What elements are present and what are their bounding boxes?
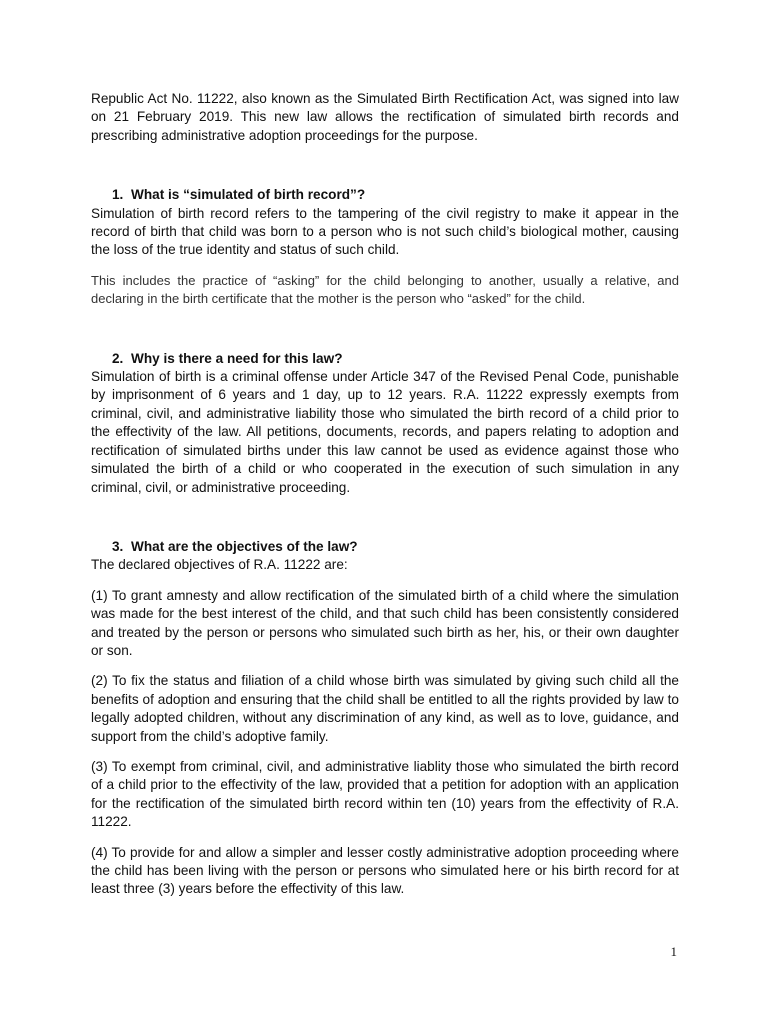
- section-number: 1.: [112, 187, 124, 203]
- objective-paragraph: (3) To exempt from criminal, civil, and administrative liablity those who simulated the birth record of a child prior to the effectivity of the law, provided that a petition for adoption with an application for the rectification of the simulated birth record within ten (10) years from the effectivity of R.A. 11222.: [91, 758, 679, 830]
- body-paragraph: Simulation of birth record refers to the tampering of the civil registry to make it appear in the record of birth that child was born to a person who is not such child’s biological mother, causing the loss of the true identity and status of such child.: [91, 205, 679, 258]
- objective-paragraph: (4) To provide for and allow a simpler and lesser costly administrative adoption proceeding where the child has been living with the person or persons who simulated here or his birth record for at least three (3) years before the effectivity of this law.: [91, 844, 679, 897]
- objective-paragraph: (2) To fix the status and filiation of a child whose birth was simulated by giving such child all the benefits of adoption and ensuring that the child shall be entitled to all the rights provided by law to legally adopted children, without any discrimination of any kind, as well as to love, guidance, and support from the child’s adoptive family.: [91, 673, 679, 744]
- section-number: 3.: [112, 538, 124, 554]
- body-paragraph: The declared objectives of R.A. 11222 are:: [91, 557, 348, 573]
- section-heading-1: [91, 186, 679, 204]
- section-heading-3: [91, 538, 679, 556]
- page-number: 1: [670, 944, 677, 959]
- section-number: 2.: [112, 350, 124, 366]
- body-paragraph: Simulation of birth is a criminal offense under Article 347 of the Revised Penal Code, punishable by imprisonment of 6 years and 1 day, up to 12 years. R.A. 11222 expressly exempts from criminal, civil, and administrative liability those who simulated the birth record of a child prior to the effectivity of the law. All petitions, documents, records, and papers relating to adoption and rectification of simulated births under this law cannot be used as evidence against those who simulated the birth of a child or who cooperated in the execution of such simulation in any criminal, civil, or administrative proceeding.: [91, 369, 679, 495]
- objective-paragraph: (1) To grant amnesty and allow rectification of the simulated birth of a child where the simulation was made for the best interest of the child, and that such child has been consistently considered and treated by the person or persons who simulated such birth as her, his, or their own daughter or son.: [91, 587, 679, 658]
- section-title: Why is there a need for this law?: [131, 350, 343, 366]
- section-heading-2: [91, 350, 679, 368]
- document-page: [91, 90, 679, 911]
- body-paragraph: This includes the practice of “asking” for the child belonging to another, usually a relative, and declaring in the birth certificate that the mother is the person who “asked” for the child.: [91, 272, 679, 307]
- section-title: What are the objectives of the law?: [131, 538, 358, 554]
- intro-paragraph: Republic Act No. 11222, also known as the Simulated Birth Rectification Act, was signed into law on 21 February 2019. This new law allows the rectification of simulated birth records and prescribing administrative adoption proceedings for the purpose.: [91, 91, 679, 143]
- section-title: What is “simulated of birth record”?: [131, 187, 366, 203]
